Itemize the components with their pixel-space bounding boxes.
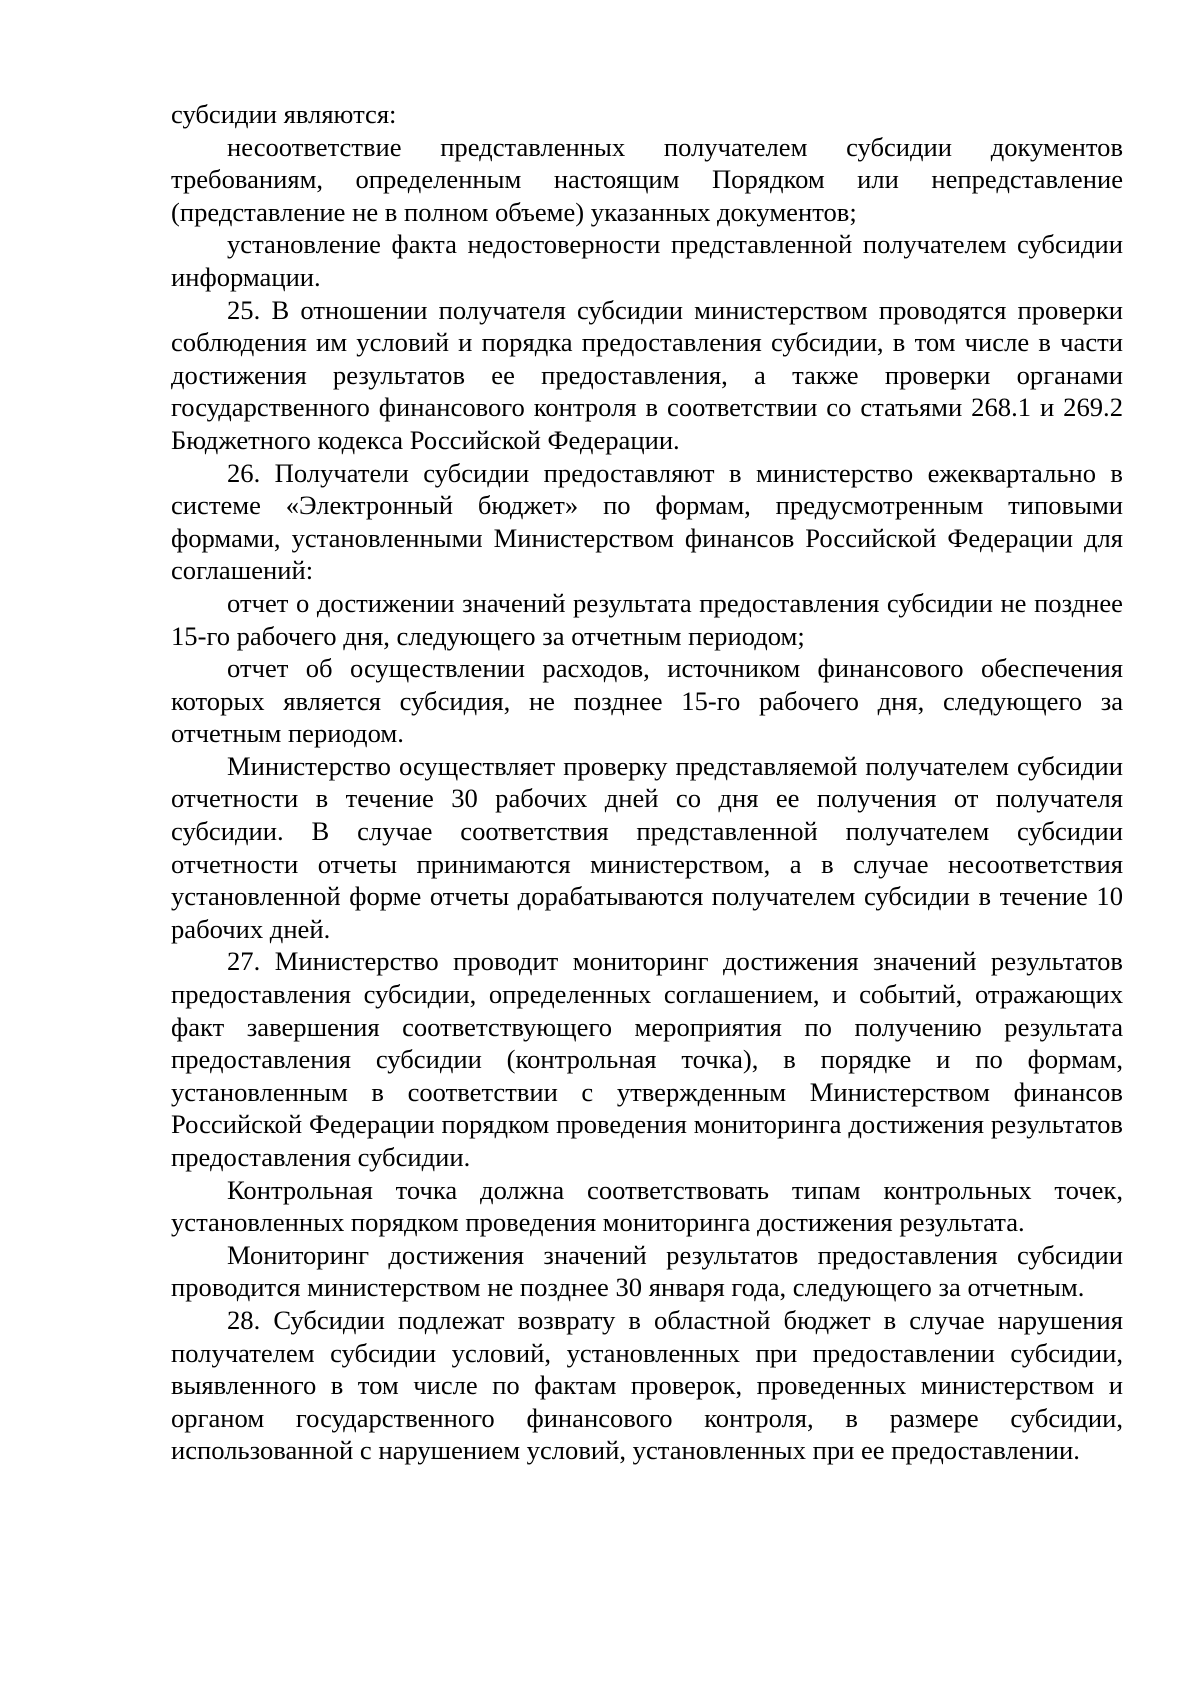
paragraph-item-27: 27. Министерство проводит мониторинг достижения значений результатов предоставления субсидии, определенных соглашением, и событий, отражающих факт завершения соответствующего мероприятия по получению результата предоставления субсидии (контрольная точка), в порядке и по формам, установленным в соответствии с утвержденным Министерством финансов Российской Федерации порядком проведения мониторинга достижения результатов предоставления субсидии. bbox=[171, 946, 1123, 1172]
paragraph-monitoring-deadline: Мониторинг достижения значений результатов предоставления субсидии проводится министерством не позднее 30 января года, следующего за отчетным. bbox=[171, 1239, 1123, 1303]
paragraph-control-point: Контрольная точка должна соответствовать типам контрольных точек, установленных порядком проведения мониторинга достижения результата. bbox=[171, 1174, 1123, 1238]
paragraph-ministry-review: Министерство осуществляет проверку представляемой получателем субсидии отчетности в течение 30 рабочих дней со дня ее получения от получателя субсидии. В случае соответствия представленной получателем субсидии отчетности отчеты принимаются министерством, а в случае несоответствия установленной форме отчеты дорабатываются получателем субсидии в течение 10 рабочих дней. bbox=[171, 750, 1123, 944]
paragraph-ground-false-information: установление факта недостоверности представленной получателем субсидии информации. bbox=[171, 229, 1123, 292]
paragraph-item-26: 26. Получатели субсидии предоставляют в министерство ежеквартально в системе «Электронный бюджет» по формам, предусмотренным типовыми формами, установленными Министерством финансов Российской Федерации для соглашений: bbox=[171, 457, 1123, 586]
document-page bbox=[171, 98, 1123, 1467]
paragraph-item-28: 28. Субсидии подлежат возврату в областной бюджет в случае нарушения получателем субсидии условий, установленных при предоставлении субсидии, выявленного в том числе по фактам проверок, проведенных министерством и органом государственного финансового контроля, в размере субсидии, использованной с нарушением условий, установленных при ее предоставлении. bbox=[171, 1304, 1123, 1466]
paragraph-grounds-list-intro: субсидии являются: bbox=[171, 99, 397, 129]
paragraph-ground-documents-mismatch: несоответствие представленных получателем субсидии документов требованиям, определенным настоящим Порядком или непредставление (представление не в полном объеме) указанных документов; bbox=[171, 131, 1123, 227]
paragraph-report-expenses: отчет об осуществлении расходов, источником финансового обеспечения которых является субсидия, не позднее 15-го рабочего дня, следующего за отчетным периодом. bbox=[171, 653, 1123, 749]
paragraph-item-25: 25. В отношении получателя субсидии министерством проводятся проверки соблюдения им условий и порядка предоставления субсидии, в том числе в части достижения результатов ее предоставления, а также проверки органами государственного финансового контроля в соответствии со статьями 268.1 и 269.2 Бюджетного кодекса Российской Федерации. bbox=[171, 294, 1123, 455]
paragraph-report-results: отчет о достижении значений результата предоставления субсидии не позднее 15-го рабочего дня, следующего за отчетным периодом; bbox=[171, 587, 1123, 651]
